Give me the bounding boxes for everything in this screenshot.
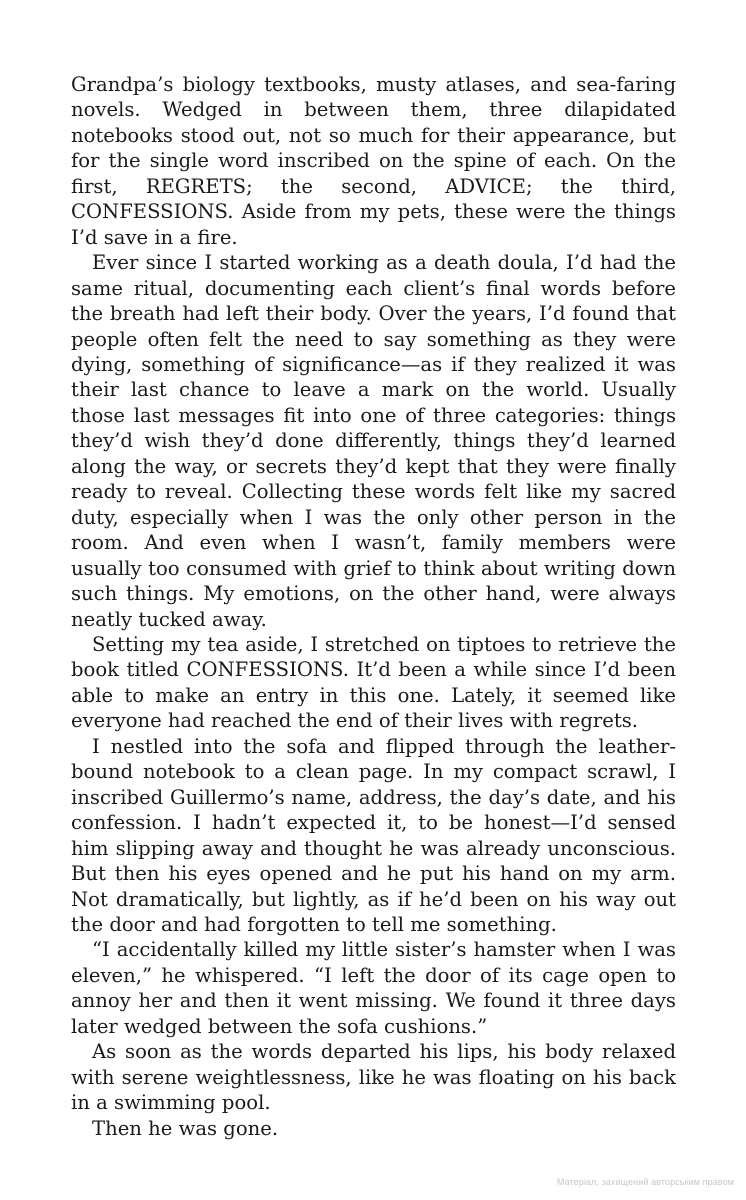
paragraph-body-relaxed: As soon as the words departed his lips, his body relaxed with serene weightlessness, like he was floating on his back in a swimming pool. xyxy=(71,1040,676,1115)
book-page-text xyxy=(71,72,676,1141)
paragraph-confessions-book: Setting my tea aside, I stretched on tiptoes to retrieve the book titled CONFESSIONS. It’d been a while since I’d been able to make an entry in this one. Lately, it seemed like everyone had reached the end of their lives with regrets. xyxy=(71,632,676,733)
copyright-watermark: Матеріал, захищений авторським правом xyxy=(556,1177,734,1187)
paragraph-he-was-gone: Then he was gone. xyxy=(92,1116,279,1140)
paragraph-death-doula-ritual: Ever since I started working as a death doula, I’d had the same ritual, documenting each client’s final words before the breath had left their body. Over the years, I’d found that people often felt the need to say something as they were dying, something of significance—as if they realized it was their last chance to leave a mark on the world. Usually those last messages fit into one of three categories: things they’d wish they’d done differently, things they’d learned along the way, or secrets they’d kept that they were finally ready to reveal. Collecting these words felt like my sacred duty, especially when I was the only other person in the room. And even when I wasn’t, family members were usually too consumed with grief to think about writing down such things. My emotions, on the other hand, were always neatly tucked away. xyxy=(71,251,676,631)
paragraph-hamster-confession: “I accidentally killed my little sister’s hamster when I was eleven,” he whispered. “I left the door of its cage open to annoy her and then it went missing. We found it three days later wedged between the sofa cushions.” xyxy=(71,938,676,1038)
paragraph-bookshelf: Grandpa’s biology textbooks, musty atlases, and sea-faring novels. Wedged in between them, three dilapidated notebooks stood out, not so much for their appearance, but for the single word inscribed on the spine of each. On the first, REGRETS; the second, ADVICE; the third, CONFESSIONS. Aside from my pets, these were the things I’d save in a fire. xyxy=(71,73,676,249)
paragraph-guillermo-entry: I nestled into the sofa and flipped through the leather-bound notebook to a clean page. In my compact scrawl, I inscribed Guillermo’s name, address, the day’s date, and his confession. I hadn’t expected it, to be honest—I’d sensed him slipping away and thought he was already unconscious. But then his eyes opened and he put his hand on my arm. Not dramatically, but lightly, as if he’d been on his way out the door and had forgotten to tell me something. xyxy=(71,734,676,936)
